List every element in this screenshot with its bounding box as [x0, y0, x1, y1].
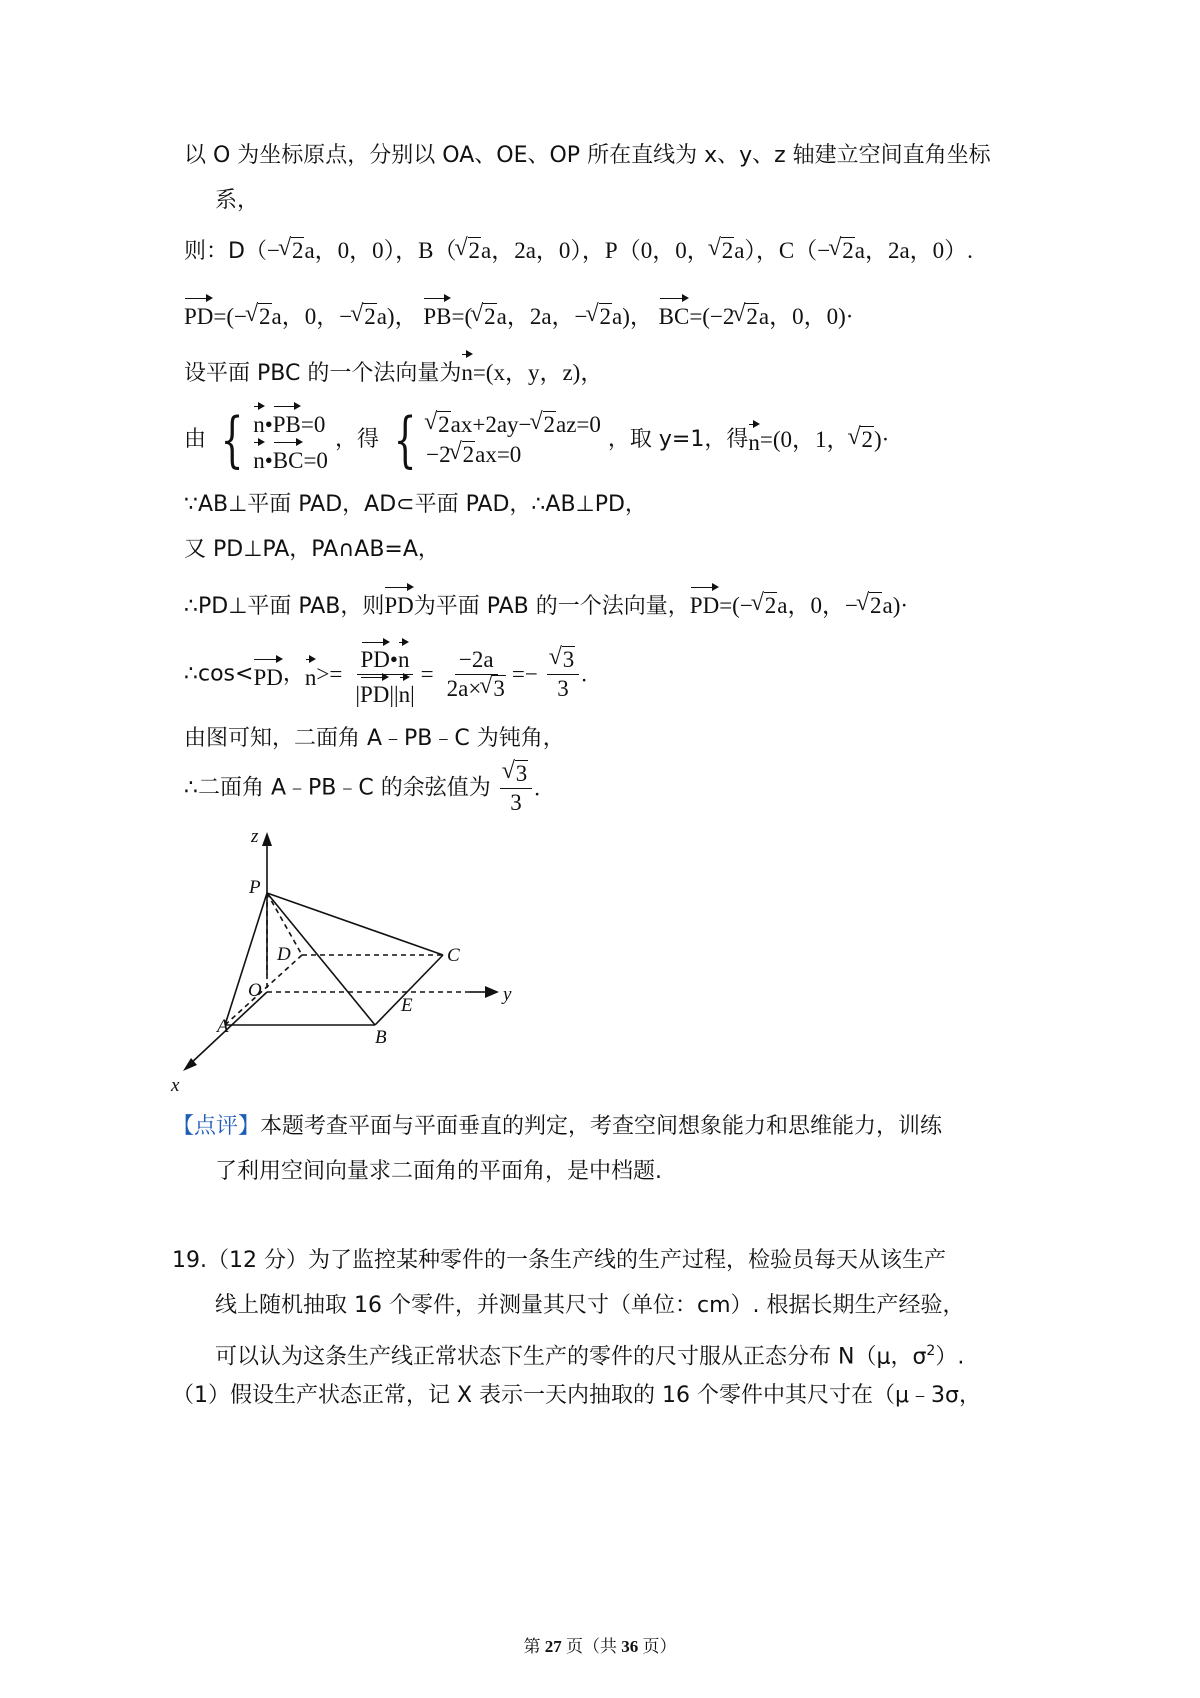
- comment-line: 了利用空间向量求二面角的平面角，是中档题.: [215, 1159, 662, 1184]
- sqrt-2: √ 2: [247, 302, 272, 332]
- cosine-formula-line: ∴cos<PD，n>= $\frac{PD•n}{|PD||n|}$ = $\frac{-2a}{2a\times√ 3}$ =− √ $\frac{3}{3}$ .: [184, 640, 587, 709]
- vector-BC: BC: [659, 296, 690, 332]
- fraction: √ $\frac{3}{3}$: [500, 760, 533, 817]
- fraction: √ $\frac{3}{3}$: [547, 646, 580, 703]
- text-line: ∵AB⊥平面 PAD，AD⊂平面 PAD，∴AB⊥PD，: [184, 492, 647, 517]
- coordinates-line: 则：D（−√ 2a，0，0），B（√ 2a，2a，0），P（0，0，√ 2a），C（−√ 2a，2a，0）.: [184, 236, 973, 267]
- question-19-line: （1）假设生产状态正常，记 X 表示一天内抽取的 16 个零件中其尺寸在（μ﹣3σ，: [172, 1383, 981, 1408]
- vectors-line: PD=(−√ 2a，0，−√ 2a)， PB=(√ 2a，2a，−√ 2a)， BC=(−2√ 2a，0，0)·: [184, 296, 853, 332]
- comment-line: 【点评】本题考查平面与平面垂直的判定，考查空间想象能力和思维能力，训练: [172, 1114, 943, 1139]
- text-segment: a），C（: [734, 238, 818, 263]
- text-line: 由图可知，二面角 A﹣PB﹣C 为钝角，: [184, 726, 565, 751]
- equation-system-1: { n•PB=0 n•BC=0: [220, 405, 328, 475]
- fraction: $\frac{PD•n}{|PD||n|}$: [351, 640, 418, 709]
- label-B: B: [375, 1027, 387, 1048]
- text-segment: a，0，0），B（: [304, 238, 457, 263]
- fraction: $\frac{-2a}{2a\times√ 3}$: [443, 646, 510, 703]
- pyramid-figure: [165, 820, 525, 1100]
- text-line: ∴PD⊥平面 PAB，则PD为平面 PAB 的一个法向量，PD=(−√ 2a，0，−√ 2a)·: [184, 585, 908, 622]
- text-segment: a，2a，0）.: [854, 238, 973, 263]
- label-x: x: [171, 1075, 180, 1096]
- question-19-line: 可以认为这条生产线正常状态下生产的零件的尺寸服从正态分布 N（μ，$\sigma^2$）.: [215, 1343, 965, 1370]
- sqrt-2: √ 2: [472, 302, 497, 332]
- equation-system-2: { √ 2ax+2ay−√ 2az=0 −2√ 2ax=0: [386, 410, 601, 470]
- vector-n: n: [461, 352, 473, 388]
- page-footer: 第 27 页（共 36 页）: [523, 1637, 677, 1656]
- sqrt-2: √ 2: [280, 236, 305, 266]
- text-line: 以 O 为坐标原点，分别以 OA、OE、OP 所在直线为 x、y、z 轴建立空间直角坐标: [184, 143, 991, 168]
- label-D: D: [277, 944, 291, 965]
- system-line: 由 { n•PB=0 n•BC=0 ，得 { √ 2ax+2ay−√ 2az=0 −2√ 2ax=0 ，取 y=1，得n=(0，1，√ 2)·: [184, 404, 889, 476]
- text-segment: a，2a，0），P（0，0，: [481, 238, 710, 263]
- label-P: P: [249, 877, 261, 898]
- text-segment: 则：D（: [184, 239, 267, 264]
- sqrt-2: √ 2: [457, 236, 482, 266]
- vector-PD: PD: [184, 296, 213, 332]
- sqrt-2: √ 2: [710, 236, 735, 266]
- sqrt-2: √ 2: [830, 236, 855, 266]
- y-axis-arrow: [485, 986, 499, 998]
- page-number: 27: [544, 1637, 562, 1656]
- label-z: z: [251, 826, 259, 847]
- question-19-line: 19.（12 分）为了监控某种零件的一条生产线的生产过程，检验员每天从该生产: [172, 1248, 946, 1273]
- label-A: A: [217, 1016, 229, 1037]
- total-pages: 36: [621, 1637, 639, 1656]
- text-line: 又 PD⊥PA，PA∩AB=A，: [184, 537, 440, 562]
- z-axis-arrow: [262, 832, 272, 846]
- normal-vector-line: 设平面 PBC 的一个法向量为n=(x，y，z)，: [184, 352, 603, 389]
- label-O: O: [248, 980, 262, 1001]
- text-line: ∴二面角 A﹣PB﹣C 的余弦值为 √ $\frac{3}{3}$ .: [184, 760, 540, 817]
- question-19-line: 线上随机抽取 16 个零件，并测量其尺寸（单位：cm）. 根据长期生产经验，: [215, 1293, 965, 1318]
- label-y: y: [503, 984, 512, 1005]
- comment-tag: 【点评】: [172, 1114, 261, 1139]
- text-line: 系，: [215, 188, 260, 213]
- sqrt-2: √ 2: [352, 302, 377, 332]
- label-E: E: [401, 995, 413, 1016]
- vector-PB: PB: [423, 296, 451, 332]
- label-C: C: [447, 945, 460, 966]
- edge-PC: [267, 893, 443, 955]
- sqrt-2: √ 2: [588, 302, 613, 332]
- sqrt-2: √ 2: [734, 302, 759, 332]
